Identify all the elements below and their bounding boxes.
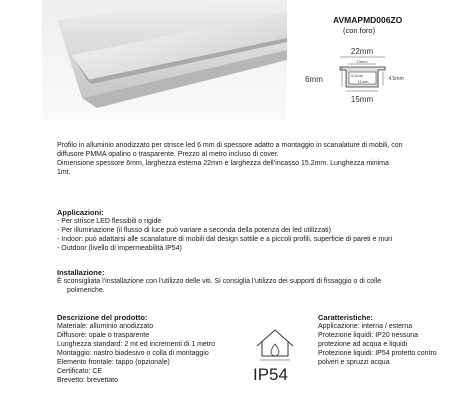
dim-inner-mid-left: 5.2mm [350,73,364,78]
product-detail-line: Diffusore: opale o trasparente [57,332,150,339]
application-item: - Outdoor (livello di impermeabilità IP54) [57,245,182,252]
characteristics-title: Caratteristiche: [318,313,374,322]
product-detail-line: Materiale: alluminio anodizzato [57,323,154,330]
characteristic-line: polveri e spruzzi acqua [318,359,390,366]
applications-title: Applicazioni: [57,208,104,217]
characteristic-line: Protezione liquidi: IP20 nessuna [318,332,419,339]
house-drop-icon [240,320,310,402]
installation-line: polimeriche. [67,287,105,294]
ip-rating-label: IP54 [253,365,288,384]
application-item: - Per strisce LED flessibili o rigide [57,218,162,225]
application-item: - Per illuminazione (il flusso di luce può variare a seconda della potenza dei led utilizzati) [57,227,331,234]
installation-line: È sconsigliata l’installazione con l’utilizzo delle viti. Si consiglia l’utilizzo dei supporti di fissaggio o di colle [57,278,382,285]
characteristics-section [318,313,463,367]
dim-depth: 4.5mm [388,76,404,82]
characteristic-line: Applicazione: interna / esterna [318,323,413,330]
product-detail-line: Montaggio: nastro biadesivo o colla di montaggio [57,350,209,357]
dim-inner-mid: 11mm [357,79,369,84]
description-line: 1mt. [57,169,71,176]
description-line: Dimensione spessore 6mm, larghezza esterna 22mm e larghezza dell’incasso 15.2mm. Lunghezza minima [57,160,389,167]
installation-section [57,268,457,295]
applications-list [57,217,457,253]
characteristic-line: Protezione liquidi: IP54 protetto contro [318,350,437,357]
dim-width-top: 22mm [350,47,374,56]
ip-rating-badge [240,320,310,402]
installation-title: Installazione: [57,268,105,277]
applications-section [57,208,457,253]
product-detail-line: Certificato: CE [57,368,103,375]
product-details-section [57,313,237,385]
characteristic-line: protezione ad acqua e liquidi [318,341,408,348]
dim-inner-top: 13mm [356,59,368,64]
product-detail-line: Brevetto: brevettato [57,377,119,384]
product-detail-line: Lunghezza standard: 2 mt ed incrementi di 1 metro [57,341,215,348]
application-item: - Indoor: può adattarsi alle scanalature di mobili dal design sottile e a piccoli profili, superficie di pareti e muri [57,236,393,243]
product-description [57,141,457,177]
product-photo [42,0,287,120]
dim-width-bottom: 15mm [350,95,374,104]
profile-cross-section-drawing [300,45,430,110]
product-details-title: Descrizione del prodotto: [57,313,148,322]
description-line: diffusore PMMA opalino o trasparente. Prezzo al metro incluso di cover. [57,151,279,158]
product-code: AVMAPMD006ZO [333,15,403,25]
dim-height: 6mm [305,75,323,84]
product-detail-line: Elemento frontale: tappo (opzionale) [57,359,170,366]
product-variant: (con foro) [343,26,376,35]
description-line: Profilo in alluminio anodizzato per strisce led 6 mm di spessore adatto a montaggio in scanalature di mobili, con [57,142,403,149]
